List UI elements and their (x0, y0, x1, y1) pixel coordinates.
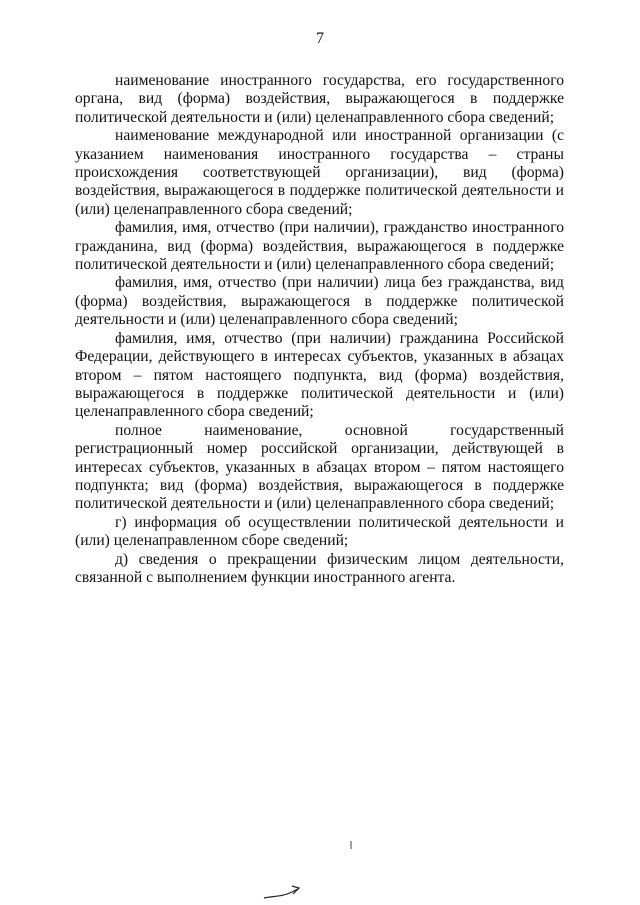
paragraph-foreign-citizen: фамилия, имя, отчество (при наличии), гражданство иностранного гражданина, вид (форма) воздействия, выражающегося в поддержке политической деятельности и (или) целенаправленного сбора сведений; (75, 219, 564, 274)
paragraph-foreign-state: наименование иностранного государства, его государственного органа, вид (форма) воздействия, выражающегося в поддержке политической деятельности и (или) целенаправленного сбора сведений; (75, 72, 564, 126)
signature-mark (262, 880, 302, 902)
paragraph-item-d: д) сведения о прекращении физическим лицом деятельности, связанной с выполнением функции иностранного агента. (75, 550, 564, 586)
paragraph-russian-organization: полное наименование, основной государственный регистрационный номер российской организации, действующей в интересах субъектов, указанных в абзацах втором – пятом настоящего подпункта; вид (форма) воздействия, выражающегося в поддержке политической деятельности и (или) целенаправленного сбора сведений; (75, 421, 564, 513)
paragraph-international-organization: наименование международной или иностранной организации (с указанием наименования иностранного государства – страны происхождения соответствующей организации), вид (форма) воздействия, выражающегося в поддержке политической деятельности и (или) целенаправленного сбора сведений; (75, 127, 564, 218)
paragraph-russian-citizen: фамилия, имя, отчество (при наличии) гражданина Российской Федерации, действующего в интересах субъектов, указанных в абзацах втором – пятом настоящего подпункта, вид (форма) воздействия, выражающегося в поддержке политической деятельности и (или) целенаправленного сбора сведений; (75, 329, 564, 421)
scan-mark (348, 840, 354, 850)
paragraph-item-g: г) информация об осуществлении политической деятельности и (или) целенаправленном сборе сведений; (75, 513, 564, 550)
page-number: 7 (316, 30, 324, 47)
document-body (75, 72, 564, 587)
paragraph-stateless-person: фамилия, имя, отчество (при наличии) лица без гражданства, вид (форма) воздействия, выражающегося в поддержке политической деятельности и (или) целенаправленного сбора сведений; (75, 274, 564, 329)
